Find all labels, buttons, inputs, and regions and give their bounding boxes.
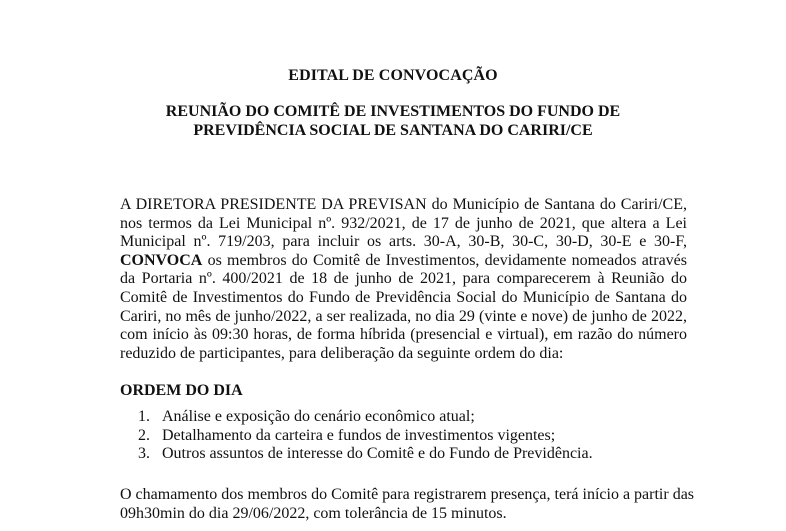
- convoca-bold-word: CONVOCA: [120, 251, 203, 269]
- paragraph-line: Cariri, no mês de junho/2022, a ser realizada, no dia 29 (vinte e nove) de junho de 2022,: [120, 307, 687, 325]
- agenda-item-number: 2.: [138, 426, 150, 444]
- agenda-item: [120, 408, 593, 427]
- paragraph-line: Municipal nº. 719/203, para incluir os arts. 30-A, 30-B, 30-C, 30-D, 30-E e 30-F,: [120, 233, 687, 251]
- agenda-item: [120, 445, 593, 464]
- paragraph-line-rest: os membros do Comitê de Investimentos, devidamente nomeados através: [207, 251, 688, 269]
- agenda-list: [120, 408, 593, 464]
- paragraph-line-convoca: [120, 252, 687, 271]
- convocation-paragraph: [120, 196, 687, 363]
- paragraph-line: nos termos da Lei Municipal nº. 932/2021, de 17 de junho de 2021, que altera a Lei: [120, 214, 687, 232]
- paragraph-line: da Portaria nº. 400/2021 de 18 de junho de 2021, para comparecerem à Reunião do: [120, 270, 687, 288]
- agenda-item-number: 3.: [138, 445, 150, 463]
- closing-line: 09h30min do dia 29/06/2022, com tolerância de 15 minutos.: [120, 504, 507, 522]
- agenda-item-number: 1.: [138, 408, 150, 425]
- paragraph-line: Comitê de Investimentos do Fundo de Previdência Social do Município de Santana do: [120, 288, 687, 306]
- agenda-title: ORDEM DO DIA: [120, 382, 243, 399]
- agenda-item-text: Análise e exposição do cenário econômico atual;: [162, 408, 475, 425]
- document-heading: [0, 103, 786, 140]
- paragraph-line: reduzido de participantes, para deliberação da seguinte ordem do dia:: [120, 344, 564, 362]
- paragraph-line: com início às 09:30 horas, de forma híbrida (presencial e virtual), em razão do número: [120, 326, 687, 344]
- closing-line: O chamamento dos membros do Comitê para registrarem presença, terá início a partir das: [120, 486, 695, 503]
- agenda-item-text: Detalhamento da carteira e fundos de investimentos vigentes;: [162, 426, 556, 444]
- heading-line-2: PREVIDÊNCIA SOCIAL DE SANTANA DO CARIRI/CE: [193, 121, 593, 139]
- paragraph-line: A DIRETORA PRESIDENTE DA PREVISAN do Município de Santana do Cariri/CE,: [120, 196, 687, 213]
- closing-paragraph: [120, 486, 695, 523]
- document-title: EDITAL DE CONVOCAÇÃO: [288, 67, 498, 84]
- heading-line-1: REUNIÃO DO COMITÊ DE INVESTIMENTOS DO FUNDO DE: [165, 103, 621, 120]
- agenda-item-text: Outros assuntos de interesse do Comitê e do Fundo de Previdência.: [162, 445, 593, 463]
- agenda-item: [120, 427, 593, 446]
